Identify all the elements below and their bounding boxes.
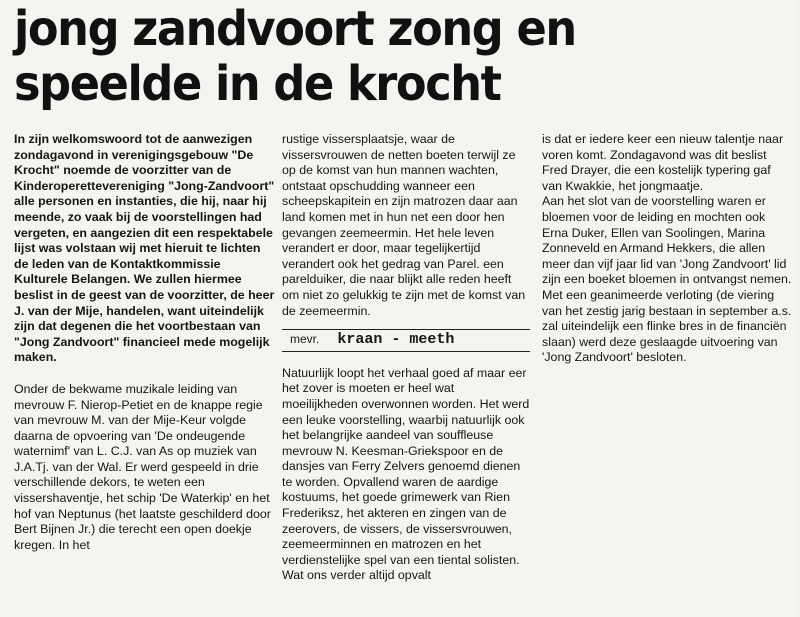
article-column-2: [282, 132, 530, 584]
body-paragraph: Aan het slot van de voorstelling waren er bloemen voor de leiding en mochten ook Erna Duker, Ellen van Soolingen, Marina Zonneveld en Armand Hekkers, die allen meer dan vijf jaar lid van 'Jong Zandvoort' lid zijn een boeket bloemen in ontvangst nemen. Met een geanimeerde verloting (de viering van het zestig jarig bestaan in september a.s. zal uiteindelijk een flinke bres in de financiën slaan) werd deze geslaagde uitvoering van 'Jong Zandvoort' besloten.: [542, 194, 792, 365]
article-column-3: [542, 132, 794, 366]
body-paragraph: is dat er iedere keer een nieuw talentje naar voren komt. Zondagavond was dit beslist Fred Drayer, die een kostelijk typering gaf van Kwakkie, het jongmaatje.: [542, 132, 784, 193]
byline-name: kraan - meeth: [337, 331, 455, 349]
body-paragraph: Natuurlijk loopt het verhaal goed af maar eer het zover is moeten er heel wat moeilijkheden overwonnen worden. Het werd een leuke voorstelling, waarbij natuurlijk ook het belangrijke aandeel van souffleuse mevrouw N. Keesman-Griekspoor en de dansjes van Ferry Zelvers genoemd dienen te worden. Opvallend waren de aardige kostuums, het goede grimewerk van Rien Frederiksz, het akteren en zingen van de zeerovers, de vissers, de vissersvrouwen, zeemeerminnen en matrozen en het verdienstelijke spel van een tiental solisten. Wat ons verder altijd opvalt: [282, 365, 530, 583]
paragraph-gap: [14, 366, 276, 382]
body-paragraph: rustige vissersplaatsje, waar de vissersvrouwen de netten boeten terwijl ze op de komst van hun mannen wachten, ontstaat opschudding wanneer een scheepskapitein en zijn matrozen daar aan land komen met in hun net een door hen gevangen zeemeermin. Het hele leven verandert er door, maar tegelijkertijd verandert ook het gedrag van Parel. een parelduiker, die naar blijkt alle reden heeft om niet zo gelukkig te zijn met de komst van de zeemeermin.: [282, 132, 526, 318]
byline: [282, 329, 530, 352]
byline-prefix: mevr.: [290, 332, 320, 347]
lead-paragraph: In zijn welkomswoord tot de aanwezigen zondagavond in verenigingsgebouw "De Krocht" noemde de voorzitter van de Kinderoperettevereniging "Jong-Zandvoort" alle personen en instanties, die hij, naar hij meende, zo vaak bij de voorstellingen had vergeten, en aangezien dit een respektabele lijst was volstaan wij met hieruit te lichten de leden van de Kontaktkommissie Kulturele Belangen. We zullen hiermee beslist in de geest van de voorzitter, de heer J. van der Mije, handelen, want uiteindelijk zijn dat degenen die het voortbestaan van "Jong Zandvoort" financieel mede mogelijk maken.: [14, 132, 275, 365]
headline: jong zandvoort zong en speelde in de krocht: [14, 1, 576, 112]
body-paragraph: Onder de bekwame muzikale leiding van mevrouw F. Nierop-Petiet en de knappe regie van mevrouw M. van der Mije-Keur volgde daarna de opvoering van 'De ondeugende waternimf' van L. C.J. van As op muziek van J.A.Tj. van der Wal. Er werd gespeeld in drie verschillende dekors, te weten een vissershaventje, het schip 'De Waterkip' en het hof van Neptunus (het laatste geschilderd door Bert Bijnen Jr.) die terecht een open doekje kregen. In het: [14, 381, 271, 552]
article-column-1: [14, 132, 276, 553]
